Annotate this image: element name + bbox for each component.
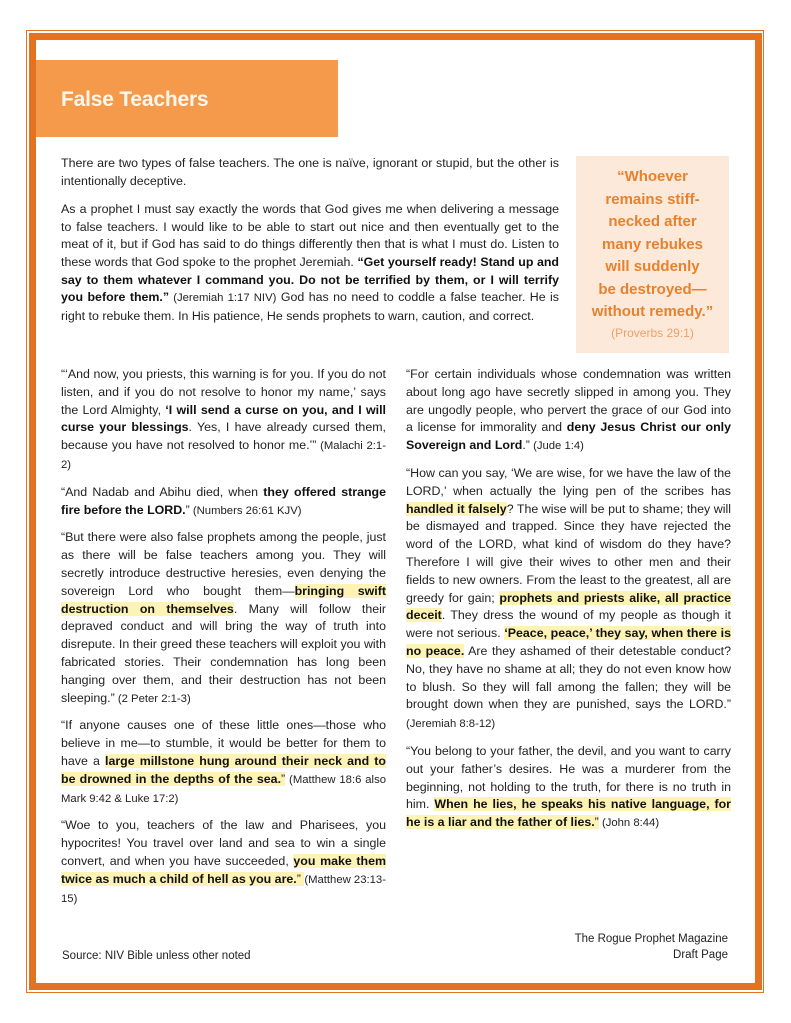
scripture-quote [61, 484, 386, 521]
scripture-reference: (2 Peter 2:1-3) [114, 692, 191, 705]
jeremiah-quote: “Get yourself ready! Stand up and say to them whatever I command you. Do not be terrified by them, or I will terrify you before them.” [61, 254, 560, 305]
quote-text: Are they ashamed of their detestable conduct? No, they have no shame at all; they do not even know how to blush. So they will fall among the fallen; they will be brought down when they are punished, says the LORD.” [406, 643, 731, 712]
intro-paragraph-1: There are two types of false teachers. The one is naïve, ignorant or stupid, but the other is intentionally deceptive. [61, 156, 559, 188]
quote-text: “And Nadab and Abihu died, when [61, 484, 264, 499]
quote-highlight: ‘Peace, peace,’ they say, when there is no peace. [406, 626, 731, 658]
pull-quote-line: will suddenly [605, 258, 700, 275]
quote-text: “But there were also false prophets among the people, just as there will be false teachers among you. They will secretly introduce destructive heresies, even denying the sovereign Lord who bought them— [61, 530, 386, 598]
pull-quote-reference: (Proverbs 29:1) [611, 325, 694, 340]
title-banner [36, 60, 338, 137]
scripture-reference: (Matthew 23:13-15) [61, 873, 386, 905]
quote-text: ” [296, 871, 305, 886]
scripture-quote [406, 465, 731, 734]
quote-text: ” [281, 771, 286, 786]
quote-text: “You belong to your father, the devil, and you want to carry out your father’s desires. He was a murderer from the beginning, not holding to the truth, for there is no truth in him. [406, 743, 731, 812]
quote-text: “For certain individuals whose condemnation was written about long ago have secretly slipped in among you. They are ungodly people, who pervert the grace of our God into a license for immorality and [406, 367, 731, 435]
scripture-reference: (Jeremiah 1:17 NIV) [169, 292, 277, 305]
quote-highlight: handled it falsely [406, 501, 507, 516]
quote-text: “How can you say, ‘We are wise, for we have the law of the LORD,’ when actually the lying pen of the scribes has [406, 465, 731, 498]
draft-label: Draft Page [673, 949, 728, 961]
magazine-name: The Rogue Prophet Magazine [574, 933, 728, 945]
scripture-quote [61, 717, 386, 808]
scripture-reference: (Numbers 26:61 KJV) [189, 504, 302, 517]
quote-text: .” [522, 438, 530, 453]
quote-text: “‘And now, you priests, this warning is for you. If you do not listen, and if you do not resolve to honor my name,’ says the Lord Almighty, [61, 367, 386, 417]
scripture-quote [61, 529, 386, 708]
right-column [406, 366, 731, 842]
quote-highlight: When he lies, he speaks his native language, for he is a liar and the father of lies. [406, 797, 731, 830]
quote-text: “If anyone causes one of these little ones—those who believe in me—to stumble, it would be better for them to have a [61, 718, 386, 768]
quote-text: “Woe to you, teachers of the law and Pharisees, you hypocrites! You travel over land and sea to win a single convert, and when you have succeeded, [61, 818, 386, 868]
pull-quote-line: without remedy.” [591, 303, 714, 320]
scripture-reference: (Matthew 18:6 also Mark 9:42 & Luke 17:2) [61, 773, 386, 805]
intro-text: As a prophet I must say exactly the words that God gives me when delivering a message to false teachers. I would like to be able to start out nice and then eventually get to the meat of it, but if God has said to do things differently then that is what I must do. Listen to these words that God spoke to the prophet Jeremiah. [61, 202, 559, 269]
pull-quote-line: be destroyed— [598, 280, 707, 298]
intro-paragraph-2 [61, 201, 559, 325]
quote-text: ” [185, 502, 190, 517]
quote-highlight: large millstone hung around their neck and to be drowned in the depths of the sea. [61, 753, 386, 786]
pull-quote-line: many rebukes [602, 235, 703, 253]
pull-quote-line: “Whoever [617, 168, 688, 185]
pull-quote-text [576, 166, 729, 324]
scripture-quote [406, 743, 731, 833]
quote-bold: they offered strange fire before the LORD. [61, 484, 386, 517]
quote-highlight: you make them twice as much a child of hell as you are. [61, 853, 386, 886]
pull-quote-box [576, 156, 729, 353]
pull-quote-line: remains stiff- [605, 190, 700, 208]
quote-bold: ‘I will send a curse on you, and I will curse your blessings [61, 402, 386, 435]
quote-text: ” [594, 815, 599, 830]
quote-text: ? The wise will be put to shame; they will be dismayed and trapped. Since they have rejected the word of the LORD, what kind of wisdom do they have? Therefore I will give their wives to other men and their fields to new owners. From the least to the greatest, all are greedy for gain; [406, 501, 731, 605]
quote-bold: deny Jesus Christ our only Sovereign and Lord [406, 420, 731, 453]
quote-highlight: bringing swift destruction on themselves [61, 583, 386, 616]
intro-section [61, 155, 559, 336]
quote-text: . Many will follow their depraved conduct and will bring the way of truth into disrepute. In their greed these teachers will exploit you with fabricated stories. Their condemnation has long been hanging over them, and their destruction has not been sleeping.” [61, 601, 386, 705]
page-title: False Teachers [61, 88, 209, 111]
magazine-credit [575, 931, 728, 963]
left-column [61, 366, 386, 917]
quote-text: . Yes, I have already cursed them, because you have not resolved to honor me.’” [61, 420, 386, 453]
scripture-quote [61, 366, 386, 475]
scripture-quote [406, 366, 731, 456]
intro-text: God has no need to coddle a false teacher. He is right to rebuke them. In His patience, He sends prophets to warn, caution, and correct. [61, 290, 559, 323]
quote-text: . They dress the wound of my people as though it were not serious. [406, 608, 731, 641]
quote-highlight: prophets and priests alike, all practice deceit [406, 590, 732, 623]
scripture-reference: (Jude 1:4) [529, 440, 584, 453]
scripture-reference: (Jeremiah 8:8-12) [406, 718, 496, 731]
scripture-quote [61, 817, 386, 908]
source-note: Source: NIV Bible unless other noted [62, 950, 251, 962]
scripture-reference: (John 8:44) [598, 817, 660, 830]
scripture-reference: (Malachi 2:1-2) [61, 440, 386, 471]
pull-quote-line: necked after [608, 213, 697, 230]
